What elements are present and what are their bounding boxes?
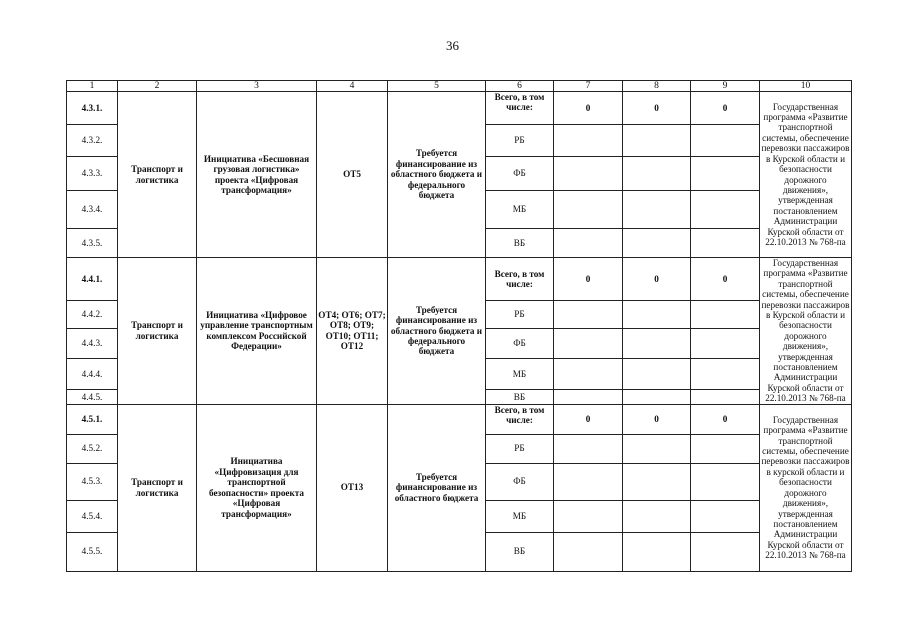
funding-source: МБ bbox=[486, 191, 554, 229]
codes-cell: ОТ13 bbox=[317, 404, 388, 571]
row-number: 4.5.1. bbox=[67, 404, 118, 434]
funding-source: ФБ bbox=[486, 329, 554, 358]
value-cell bbox=[691, 229, 760, 258]
col-header: 2 bbox=[118, 81, 197, 92]
funding-source: Всего, в том числе: bbox=[486, 92, 554, 125]
table-row bbox=[67, 92, 852, 125]
funding-cell: Требуется финансирование из областного бюджета и федерального бюджета bbox=[388, 258, 486, 405]
col-header: 7 bbox=[554, 81, 623, 92]
value-cell: 0 bbox=[691, 92, 760, 125]
value-cell bbox=[623, 532, 691, 571]
row-number: 4.4.3. bbox=[67, 329, 118, 358]
value-cell bbox=[623, 500, 691, 532]
row-number: 4.3.2. bbox=[67, 125, 118, 157]
value-cell bbox=[554, 125, 623, 157]
funding-source: РБ bbox=[486, 125, 554, 157]
funding-source: Всего, в том числе: bbox=[486, 258, 554, 301]
value-cell bbox=[554, 358, 623, 389]
funding-source: РБ bbox=[486, 434, 554, 463]
funding-source: МБ bbox=[486, 358, 554, 389]
col-header: 4 bbox=[317, 81, 388, 92]
value-cell bbox=[691, 125, 760, 157]
funding-source: ФБ bbox=[486, 157, 554, 191]
value-cell bbox=[623, 300, 691, 328]
codes-cell: ОТ4; ОТ6; ОТ7; ОТ8; ОТ9; ОТ10; ОТ11; ОТ12 bbox=[317, 258, 388, 405]
sector-cell: Транспорт и логистика bbox=[118, 404, 197, 571]
table-row bbox=[67, 404, 852, 434]
table-row bbox=[67, 258, 852, 301]
value-cell: 0 bbox=[554, 258, 623, 301]
row-number: 4.3.1. bbox=[67, 92, 118, 125]
col-header: 6 bbox=[486, 81, 554, 92]
value-cell bbox=[554, 463, 623, 500]
initiative-cell: Инициатива «Бесшовная грузовая логистика» проекта «Цифровая трансформация» bbox=[197, 92, 317, 258]
value-cell: 0 bbox=[623, 258, 691, 301]
funding-source: Всего, в том числе: bbox=[486, 404, 554, 434]
col-header: 10 bbox=[760, 81, 852, 92]
funding-source: РБ bbox=[486, 300, 554, 328]
row-number: 4.3.5. bbox=[67, 229, 118, 258]
value-cell bbox=[623, 125, 691, 157]
funding-source: ВБ bbox=[486, 229, 554, 258]
col-header: 3 bbox=[197, 81, 317, 92]
value-cell bbox=[554, 229, 623, 258]
row-number: 4.5.4. bbox=[67, 500, 118, 532]
col-header: 9 bbox=[691, 81, 760, 92]
value-cell: 0 bbox=[691, 404, 760, 434]
value-cell bbox=[691, 191, 760, 229]
codes-cell: ОТ5 bbox=[317, 92, 388, 258]
value-cell bbox=[691, 329, 760, 358]
col-header: 1 bbox=[67, 81, 118, 92]
value-cell bbox=[691, 157, 760, 191]
col-header: 8 bbox=[623, 81, 691, 92]
value-cell bbox=[623, 157, 691, 191]
row-number: 4.4.1. bbox=[67, 258, 118, 301]
value-cell bbox=[554, 389, 623, 404]
value-cell: 0 bbox=[623, 92, 691, 125]
value-cell bbox=[554, 300, 623, 328]
value-cell bbox=[623, 329, 691, 358]
value-cell bbox=[554, 532, 623, 571]
program-cell: Государственная программа «Развитие транспортной системы, обеспечение перевозки пассажиров в Курской области и безопасности дорожного движения», утвержденная постановлением Администрации Курской области от 22.10.2013 № 768-па bbox=[760, 92, 852, 258]
row-number: 4.3.3. bbox=[67, 157, 118, 191]
value-cell bbox=[691, 500, 760, 532]
value-cell: 0 bbox=[554, 404, 623, 434]
row-number: 4.3.4. bbox=[67, 191, 118, 229]
program-cell: Государственная программа «Развитие транспортной системы, обеспечение перевозки пассажиров в Курской области и безопасности дорожного движения», утвержденная постановлением Администрации Курской области от 22.10.2013 № 768-па bbox=[760, 258, 852, 405]
value-cell bbox=[623, 434, 691, 463]
value-cell: 0 bbox=[691, 258, 760, 301]
value-cell bbox=[554, 191, 623, 229]
value-cell bbox=[623, 389, 691, 404]
value-cell: 0 bbox=[623, 404, 691, 434]
value-cell bbox=[554, 157, 623, 191]
value-cell: 0 bbox=[554, 92, 623, 125]
value-cell bbox=[691, 463, 760, 500]
value-cell bbox=[691, 532, 760, 571]
program-table bbox=[66, 80, 852, 572]
value-cell bbox=[554, 434, 623, 463]
funding-source: МБ bbox=[486, 500, 554, 532]
row-number: 4.4.2. bbox=[67, 300, 118, 328]
funding-source: ВБ bbox=[486, 532, 554, 571]
value-cell bbox=[691, 300, 760, 328]
value-cell bbox=[623, 358, 691, 389]
page-number: 36 bbox=[446, 38, 459, 53]
value-cell bbox=[623, 463, 691, 500]
row-number: 4.4.5. bbox=[67, 389, 118, 404]
value-cell bbox=[691, 434, 760, 463]
header-row bbox=[67, 81, 852, 92]
row-number: 4.5.5. bbox=[67, 532, 118, 571]
value-cell bbox=[691, 389, 760, 404]
funding-source: ВБ bbox=[486, 389, 554, 404]
program-cell: Государственная программа «Развитие транспортной системы, обеспечение перевозки пассажиров в курской области и безопасности дорожного движения», утвержденная постановлением Администрации Курской области от 22.10.2013 № 768-па bbox=[760, 404, 852, 571]
value-cell bbox=[691, 358, 760, 389]
row-number: 4.5.3. bbox=[67, 463, 118, 500]
value-cell bbox=[554, 500, 623, 532]
value-cell bbox=[623, 229, 691, 258]
sector-cell: Транспорт и логистика bbox=[118, 92, 197, 258]
col-header: 5 bbox=[388, 81, 486, 92]
initiative-cell: Инициатива «Цифровое управление транспортным комплексом Российской Федерации» bbox=[197, 258, 317, 405]
funding-cell: Требуется финансирование из областного бюджета bbox=[388, 404, 486, 571]
value-cell bbox=[623, 191, 691, 229]
row-number: 4.4.4. bbox=[67, 358, 118, 389]
sector-cell: Транспорт и логистика bbox=[118, 258, 197, 405]
row-number: 4.5.2. bbox=[67, 434, 118, 463]
funding-cell: Требуется финансирование из областного бюджета и федерального бюджета bbox=[388, 92, 486, 258]
value-cell bbox=[554, 329, 623, 358]
funding-source: ФБ bbox=[486, 463, 554, 500]
initiative-cell: Инициатива «Цифровизация для транспортной безопасности» проекта «Цифровая трансформация» bbox=[197, 404, 317, 571]
